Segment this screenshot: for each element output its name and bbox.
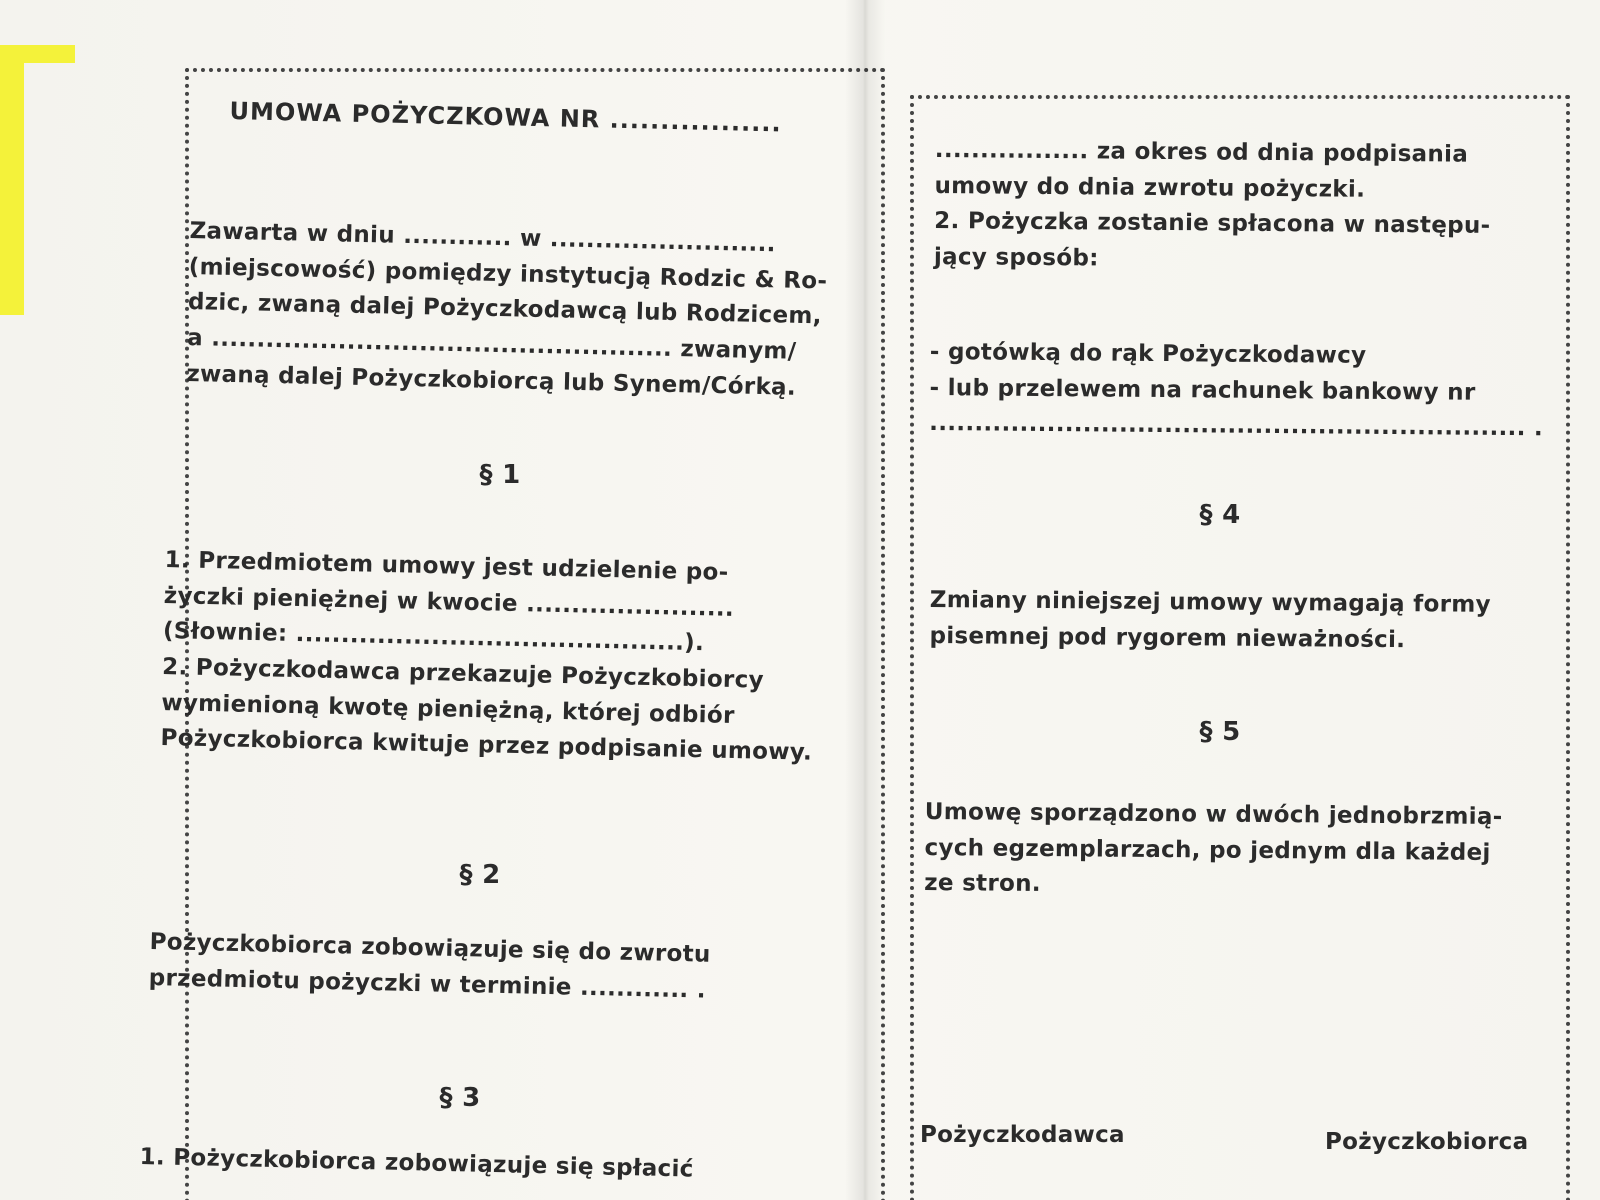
left-page (90, 0, 860, 1200)
payment-options: - gotówką do rąk Pożyczkodawcy - lub przelewem na rachunek bankowy nr .................................................................. . (929, 338, 1544, 442)
contract-intro: Zawarta w dniu ............ w ......................... (miejscowość) pomiędzy instytucją Rodzic & Ro- dzic, zwaną dalej Pożyczkodawcą lub Rodzicem, a ................................................... zwanym/ zwaną dalej Pożyczkobiorcą lub Synem/Córką. (186, 217, 828, 401)
section-1-heading: § 1 (479, 460, 521, 490)
contract-title: UMOWA POŻYCZKOWA NR ................. (229, 96, 782, 138)
section-2-heading: § 2 (459, 860, 501, 890)
yellow-bookmark (0, 45, 24, 315)
section-4-heading: § 4 (1199, 500, 1241, 530)
section-3-text: 1. Pożyczkobiorca zobowiązuje się spłacić (139, 1143, 694, 1183)
book-gutter (845, 0, 885, 1200)
section-5-text: Umowę sporządzono w dwóch jednobrzmią- cych egzemplarzach, po jednym dla każdej ze stron. (924, 798, 1503, 898)
section-2-text: Pożyczkobiorca zobowiązuje się do zwrotu przedmiotu pożyczki w terminie ............ . (148, 928, 711, 1004)
signature-lender: Pożyczkodawca (920, 1122, 1125, 1148)
section-5-heading: § 5 (1199, 717, 1241, 747)
section-3-continued: ................. za okres od dnia podpisania umowy do dnia zwrotu pożyczki. 2. Pożyczka zostanie spłacona w następu- jący sposób: (933, 136, 1491, 272)
section-4-text: Zmiany niniejszej umowy wymagają formy pisemnej pod rygorem nieważności. (929, 586, 1491, 653)
section-3-heading: § 3 (439, 1083, 481, 1113)
signature-borrower: Pożyczkobiorca (1325, 1129, 1529, 1155)
section-1-text: 1. Przedmiotem umowy jest udzielenie po- życzki pieniężnej w kwocie ....................... (Słownie: ...........................................). 2. Pożyczkodawca przekazuje Pożyczkobiorcy wymienioną kwotę pieniężną, której odbiór Pożyczkobiorca kwituje przez podpisanie umowy. (160, 546, 813, 766)
right-page (880, 0, 1600, 1200)
